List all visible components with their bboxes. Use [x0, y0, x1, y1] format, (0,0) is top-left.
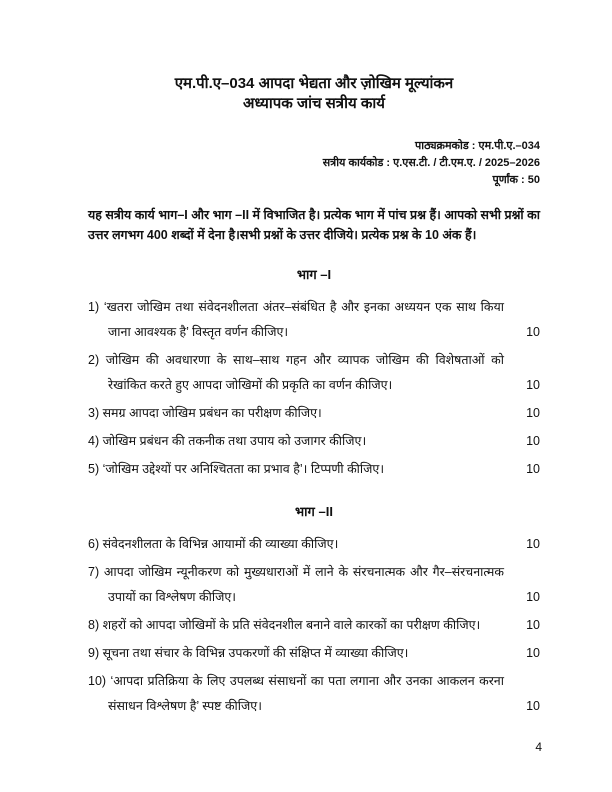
question-number: 2): [88, 353, 100, 367]
question-text: समग्र आपदा जोखिम प्रबंधन का परीक्षण कीजिए।: [102, 406, 322, 420]
question-number: 1): [88, 300, 100, 314]
question-number: 9): [88, 646, 100, 660]
question-marks: 10: [526, 590, 540, 604]
question-text: शहरों को आपदा जोखिमों के प्रति संवेदनशील बनाने वाले कारकों का परीक्षण कीजिए।: [102, 618, 481, 632]
question-marks: 10: [526, 325, 540, 339]
question-row: [88, 295, 540, 345]
max-marks: पूर्णांक : 50: [492, 174, 540, 186]
page-content: [88, 0, 540, 722]
title-block: [88, 74, 540, 114]
question-row: [88, 457, 540, 482]
question-row: [88, 429, 540, 454]
question-row: [88, 560, 540, 610]
question-number: 7): [88, 565, 100, 579]
instructions-paragraph: यह सत्रीय कार्य भाग–I और भाग –II में विभाजित है। प्रत्येक भाग में पांच प्रश्न हैं। आपको सभी प्रश्नों का उत्तर लगभग 400 शब्दों में देना है।सभी प्रश्नों के उत्तर दीजिये। प्रत्येक प्रश्न के 10 अंक हैं।: [88, 208, 540, 242]
question-row: [88, 401, 540, 426]
question-row: [88, 669, 540, 719]
assignment-code: सत्रीय कार्यकोड : ए.एस.टी. / टी.एम.ए. / 2025–2026: [322, 157, 540, 169]
question-text: संवेदनशीलता के विभिन्न आयामों की व्याख्या कीजिए।: [102, 537, 339, 551]
question-marks: 10: [526, 646, 540, 660]
question-marks: 10: [526, 699, 540, 713]
course-title: एम.पी.ए–034 आपदा भेद्यता और ज़ोखिम मूल्यांकन: [174, 75, 454, 92]
question-number: 3): [88, 406, 100, 420]
question-number: 5): [88, 462, 100, 476]
question-text: ‘आपदा प्रतिक्रिया के लिए उपलब्ध संसाधनों का पता लगाना और उनका आकलन करना संसाधन विश्लेषण है’ स्पष्ट कीजिए।: [108, 674, 504, 713]
meta-block: [88, 138, 540, 189]
part2-heading: भाग –II: [295, 504, 333, 519]
question-number: 6): [88, 537, 100, 551]
part2-questions: [88, 532, 540, 719]
question-text: सूचना तथा संचार के विभिन्न उपकरणों की संक्षिप्त में व्याख्या कीजिए।: [102, 646, 409, 660]
question-marks: 10: [526, 406, 540, 420]
question-marks: 10: [526, 537, 540, 551]
question-row: [88, 613, 540, 638]
question-text: ‘खतरा जोखिम तथा संवेदनशीलता अंतर–संबंधित है और इनका अध्ययन एक साथ किया जाना आवश्यक है’ विस्तृत वर्णन कीजिए।: [103, 300, 504, 339]
page-number: 4: [535, 740, 542, 754]
question-text: ‘जोखिम उद्देश्यों पर अनिश्चितता का प्रभाव है’। टिप्पणी कीजिए।: [102, 462, 385, 476]
question-text: आपदा जोखिम न्यूनीकरण को मुख्यधाराओं में लाने के संरचनात्मक और गैर–संरचनात्मक उपायों का विश्लेषण कीजिए।: [103, 565, 504, 604]
question-number: 8): [88, 618, 100, 632]
part1-heading: भाग –I: [296, 267, 332, 282]
assignment-type-title: अध्यापक जांच सत्रीय कार्य: [243, 95, 385, 112]
question-marks: 10: [526, 462, 540, 476]
part1-questions: [88, 295, 540, 482]
question-row: [88, 348, 540, 398]
question-marks: 10: [526, 434, 540, 448]
course-code: पाठ्यक्रमकोड : एम.पी.ए.–034: [415, 140, 540, 152]
question-marks: 10: [526, 618, 540, 632]
question-text: जोखिम की अवधारणा के साथ–साथ गहन और व्यापक जोखिम की विशेषताओं को रेखांकित करते हुए आपदा जोखिमों की प्रकृति का वर्णन कीजिए।: [105, 353, 504, 392]
question-number: 10): [88, 674, 107, 688]
question-text: जोखिम प्रबंधन की तकनीक तथा उपाय को उजागर कीजिए।: [102, 434, 367, 448]
question-row: [88, 532, 540, 557]
question-number: 4): [88, 434, 100, 448]
question-row: [88, 641, 540, 666]
question-marks: 10: [526, 378, 540, 392]
